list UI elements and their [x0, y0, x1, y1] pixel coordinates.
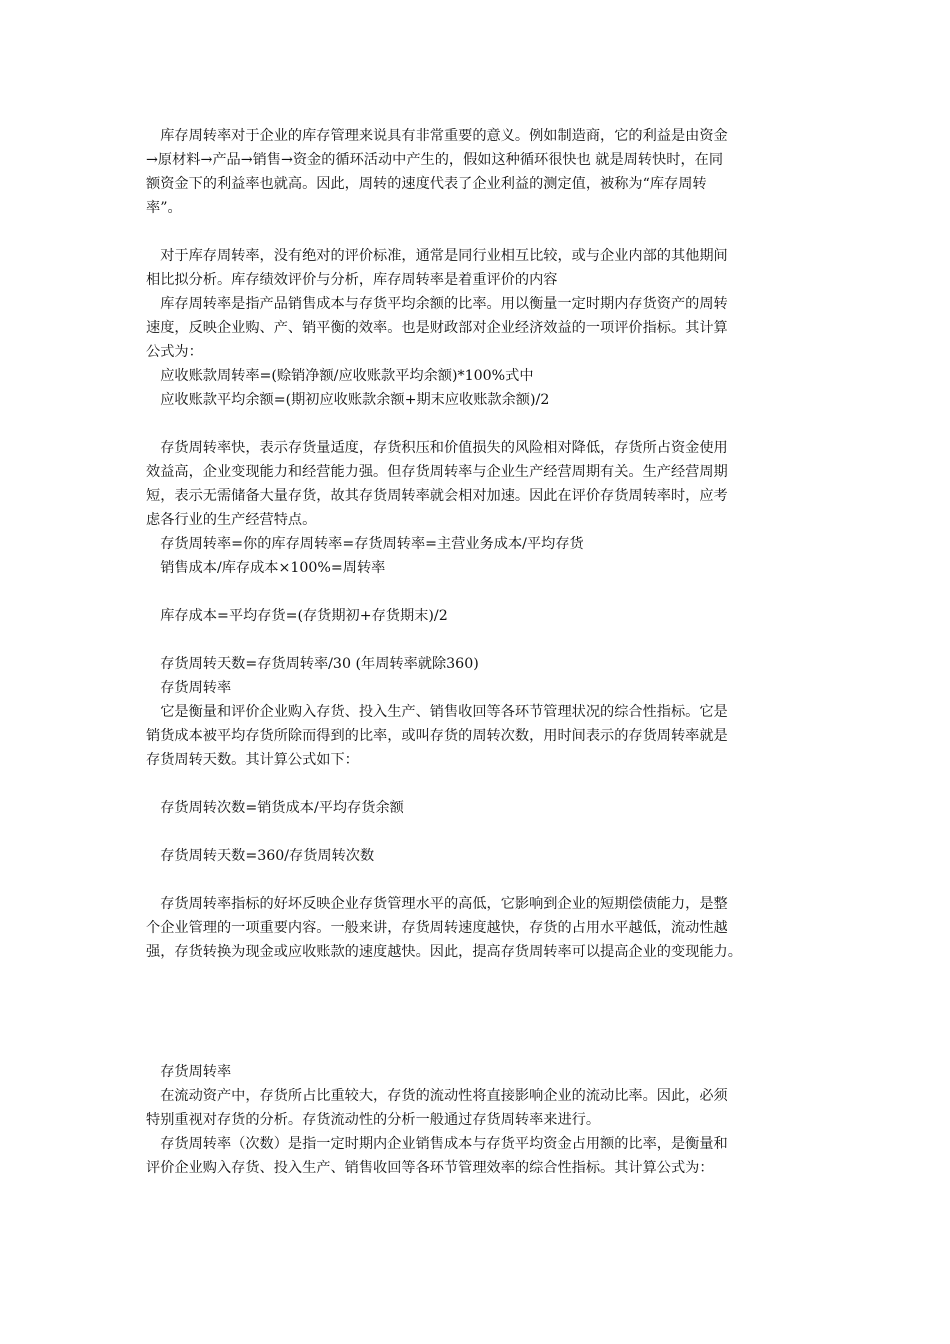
text-line: 个企业管理的一项重要内容。一般来讲，存货周转速度越快，存货的占用水平越低，流动性越 [146, 920, 728, 936]
text-line: 对于库存周转率，没有绝对的评价标准，通常是同行业相互比较，或与企业内部的其他期间 [146, 248, 728, 264]
spacer [146, 820, 814, 844]
text-line: 存货周转率快，表示存货量适度，存货积压和价值损失的风险相对降低，存货所占资金使用 [146, 440, 728, 456]
text-line: 速度，反映企业购、产、销平衡的效率。也是财政部对企业经济效益的一项评价指标。其计算 [146, 320, 728, 336]
text-line: 相比拟分析。库存绩效评价与分析，库存周转率是着重评价的内容 [146, 272, 558, 288]
formula-line: 应收账款平均余额=(期初应收账款余额+期末应收账款余额)/2 [146, 392, 550, 408]
formula-line: 存货周转天数=存货周转率/30 (年周转率就除360) [146, 656, 479, 672]
spacer [146, 628, 814, 652]
text-line: 虑各行业的生产经营特点。 [146, 512, 317, 528]
section-heading: 存货周转率 [146, 1064, 232, 1080]
spacer [146, 412, 814, 436]
spacer [146, 772, 814, 796]
text-line: →原材料→产品→销售→资金的循环活动中产生的，假如这种循环很快也 就是周转快时，在同 [146, 152, 724, 168]
formula-turnover-times: 存货周转次数=销货成本/平均存货余额 [146, 800, 404, 816]
text-line: 存货周转率指标的好坏反映企业存货管理水平的高低，它影响到企业的短期偿债能力，是整 [146, 896, 728, 912]
text-line: 公式为： [146, 344, 203, 360]
formula-inventory-cost: 库存成本=平均存货=(存货期初+存货期末)/2 [146, 608, 448, 624]
text-line: 它是衡量和评价企业购入存货、投入生产、销售收回等各环节管理状况的综合性指标。它是 [146, 704, 728, 720]
text-line: 强，存货转换为现金或应收账款的速度越快。因此，提高存货周转率可以提高企业的变现能力。 [146, 944, 742, 960]
spacer [146, 220, 814, 244]
text-line: 特别重视对存货的分析。存货流动性的分析一般通过存货周转率来进行。 [146, 1112, 601, 1128]
text-line: 率”。 [146, 200, 182, 216]
text-line: 库存周转率是指产品销售成本与存货平均余额的比率。用以衡量一定时期内存货资产的周转 [146, 296, 728, 312]
text-line: 存货周转天数。其计算公式如下： [146, 752, 359, 768]
paragraph-indicator-quality [146, 892, 814, 964]
text-line: 额资金下的利益率也就高。因此，周转的速度代表了企业利益的测定值，被称为“库存周转 [146, 176, 707, 192]
formula-line: 销售成本/库存成本×100%=周转率 [146, 560, 386, 576]
spacer [146, 964, 814, 1060]
paragraph-inventory-turnover-importance [146, 124, 814, 220]
paragraph-inventory-analysis [146, 1060, 814, 1180]
formula-line: 存货周转率=你的库存周转率=存货周转率=主营业务成本/平均存货 [146, 536, 584, 552]
spacer [146, 580, 814, 604]
formula-turnover-days: 存货周转天数=360/存货周转次数 [146, 848, 375, 864]
document-body [146, 124, 814, 1180]
paragraph-turnover-days [146, 652, 814, 772]
text-line: 存货周转率（次数）是指一定时期内企业销售成本与存货平均资金占用额的比率，是衡量和 [146, 1136, 728, 1152]
text-line: 效益高，企业变现能力和经营能力强。但存货周转率与企业生产经营周期有关。生产经营周期 [146, 464, 728, 480]
text-line: 短，表示无需储备大量存货，故其存货周转率就会相对加速。因此在评价存货周转率时，应考 [146, 488, 728, 504]
section-heading: 存货周转率 [146, 680, 232, 696]
text-line: 销货成本被平均存货所除而得到的比率，或叫存货的周转次数，用时间表示的存货周转率就是 [146, 728, 728, 744]
text-line: 评价企业购入存货、投入生产、销售收回等各环节管理效率的综合性指标。其计算公式为： [146, 1160, 714, 1176]
paragraph-fast-turnover [146, 436, 814, 580]
formula-line: 应收账款周转率=(赊销净额/应收账款平均余额)*100%式中 [146, 368, 534, 384]
text-line: 库存周转率对于企业的库存管理来说具有非常重要的意义。例如制造商，它的利益是由资金 [146, 128, 728, 144]
text-line: 在流动资产中，存货所占比重较大，存货的流动性将直接影响企业的流动比率。因此，必须 [146, 1088, 728, 1104]
paragraph-evaluation-standard [146, 244, 814, 412]
spacer [146, 868, 814, 892]
